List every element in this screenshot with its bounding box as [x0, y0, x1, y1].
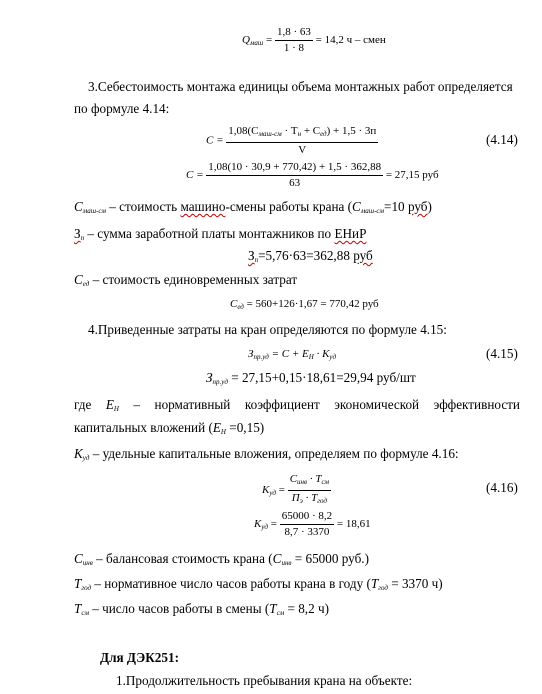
equation-k-value: $K_{уд}$ = $\frac{65000 \cdot 8,2}{8,7 \cdot 3370}$ = 18,61 — [254, 510, 371, 538]
definition-k-ud: $K_{уд}$ – удельные капитальные вложения, определяем по формуле 4.16: — [74, 446, 459, 462]
equation-number-4-16: (4.16) — [486, 480, 518, 495]
equation-z-value: $З_{пр.уд} = 27,15+0,15\cdot 18,61=29,94$ руб/шт — [206, 370, 416, 386]
equation-number-4-14: (4.14) — [486, 132, 518, 147]
fraction: $\frac{1,08(10 \cdot 30,9 + 770,42) + 1,5 \cdot 362,88}{63}$ — [208, 161, 382, 189]
fraction: $\frac{C_{инв} \cdot T_{см}}{П_э \cdot T_{год}}$ — [289, 473, 330, 505]
fraction: $\frac{1,08(C_{маш-см} \cdot T_н + C_{ед}) + 1,5 \cdot 3п}{V}$ — [228, 125, 377, 156]
equation-z-general: $З_{пр.уд} = C + E_H \cdot K_{уд}$ — [248, 348, 337, 361]
equation-k-general: $K_{уд}$ = $\frac{C_{инв} \cdot T_{см}}{П_э \cdot T_{год}}$ — [262, 473, 331, 508]
paragraph-dek-item-1: 1.Продолжительность пребывания крана на объекте: — [116, 673, 413, 688]
paragraph-item-3-line-2: по формуле 4.14: — [74, 101, 170, 116]
fraction: $\frac{65000 \cdot 8,2}{8,7 \cdot 3370}$ — [281, 510, 333, 538]
definition-c-ed: $C_{ед}$ – стоимость единовременных затрат — [74, 272, 298, 288]
fraction: $\frac{1,8 \cdot 63}{1 \cdot 8}$ — [276, 26, 311, 54]
equation-zp: $З_п=5,76\cdot 63=362,88$ руб — [248, 248, 373, 264]
paragraph-item-3-line-1: 3.Себестоимость монтажа единицы объема монтажных работ определяется — [88, 79, 513, 94]
equation-c-ed: $C_{ед} = 560+126\cdot 1,67 = 770,42$ руб — [230, 298, 379, 311]
definition-en-line-2: капитальных вложений $(E_H =0,15)$ — [74, 420, 265, 436]
equation-q-mash: $Q_{маш}$ = $\frac{1,8 \cdot 63}{1 \cdot 8}$ = 14,2 ч – смен — [242, 26, 386, 54]
definition-t-god: $T_{год}$ – нормативное число часов работы крана в году ($T_{год} = 3370$ ч) — [74, 576, 443, 592]
paragraph-item-4: 4.Приведенные затраты на кран определяются по формуле 4.15: — [88, 322, 447, 337]
definition-c-mash: $C_{маш-см}$ – стоимость машино-смены работы крана ($C_{маш-см}=10$ руб) — [74, 199, 432, 215]
equation-c-value: C = $\frac{1,08(10 \cdot 30,9 + 770,42) + 1,5 \cdot 362,88}{63}$ = 27,15 руб — [186, 161, 439, 189]
equation-number-4-15: (4.15) — [486, 346, 518, 361]
equation-c-general: C = $\frac{1,08(C_{маш-см} \cdot T_н + C_{ед}) + 1,5 \cdot 3п}{V}$ — [206, 125, 377, 156]
definition-en-line-1: где $E_H$ – нормативный коэффициент экономической эффективности — [74, 397, 520, 413]
heading-dek251: Для ДЭК251: — [100, 650, 179, 665]
definition-zp: $З_п$ – сумма заработной платы монтажников по ЕНиР — [74, 226, 367, 242]
definition-c-inv: $C_{инв}$ – балансовая стоимость крана ($C_{инв} = 65000$ руб.) — [74, 551, 369, 567]
definition-t-sm: $T_{см}$ – число часов работы в смены ($T_{см} = 8,2$ ч) — [74, 601, 330, 617]
